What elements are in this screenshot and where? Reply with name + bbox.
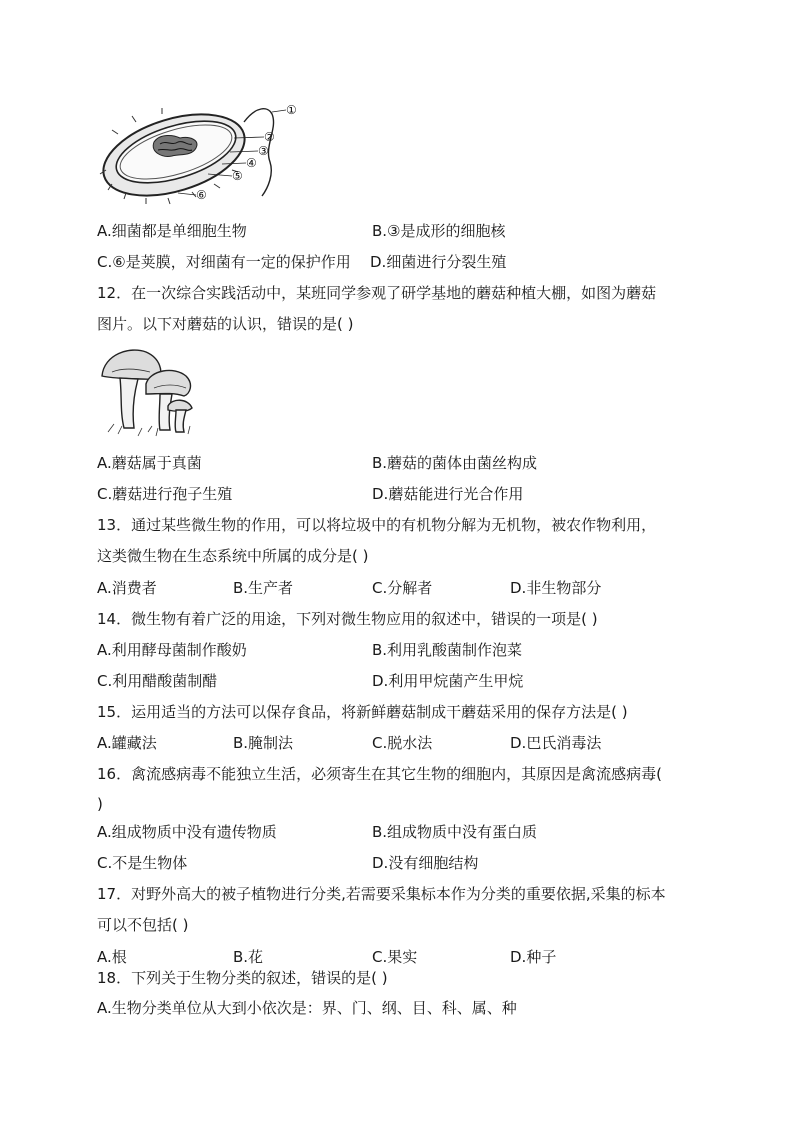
q13-stem-line2: 这类微生物在生态系统中所属的成分是( ) [97,547,369,565]
q14-option-c: C.利用醋酸菌制醋 [97,672,218,690]
q16-option-b: B.组成物质中没有蛋白质 [372,823,538,841]
q17-option-b: B.花 [233,948,264,966]
q16-option-c: C.不是生物体 [97,854,188,872]
q16-stem-line2: ) [97,795,103,813]
q15-option-b: B.腌制法 [233,734,294,752]
q12-option-a: A.蘑菇属于真菌 [97,454,202,472]
figure-label-1: ① [286,103,297,117]
figure-label-4: ④ [246,156,257,170]
q12-option-d: D.蘑菇能进行光合作用 [372,485,524,503]
figure-label-2: ② [264,130,275,144]
q15-stem: 15．运用适当的方法可以保存食品，将新鲜蘑菇制成干蘑菇采用的保存方法是( ) [97,703,628,721]
q15-option-d: D.巴氏消毒法 [510,734,602,752]
q16-option-a: A.组成物质中没有遗传物质 [97,823,277,841]
q11-option-c: C.⑥是荚膜，对细菌有一定的保护作用 [97,253,351,271]
figure-label-5: ⑤ [232,169,243,183]
q15-option-a: A.罐藏法 [97,734,157,752]
q17-option-c: C.果实 [372,948,418,966]
q13-option-c: C.分解者 [372,579,433,597]
q14-option-a: A.利用酵母菌制作酸奶 [97,641,247,659]
q14-stem: 14．微生物有着广泛的用途，下列对微生物应用的叙述中，错误的一项是( ) [97,610,598,628]
figure-label-6: ⑥ [196,188,207,202]
q14-option-b: B.利用乳酸菌制作泡菜 [372,641,523,659]
q11-option-a: A.细菌都是单细胞生物 [97,222,247,240]
mushroom-figure [98,346,198,440]
q12-stem-line1: 12．在一次综合实践活动中，某班同学参观了研学基地的蘑菇种植大棚，如图为蘑菇 [97,284,657,302]
q18-option-a: A.生物分类单位从大到小依次是：界、门、纲、目、科、属、种 [97,999,517,1017]
q13-stem-line1: 13．通过某些微生物的作用，可以将垃圾中的有机物分解为无机物，被农作物利用， [97,516,657,534]
q17-stem-line2: 可以不包括( ) [97,916,189,934]
q14-option-d: D.利用甲烷菌产生甲烷 [372,672,524,690]
q16-stem-line1: 16．禽流感病毒不能独立生活，必须寄生在其它生物的细胞内，其原因是禽流感病毒( [97,765,662,783]
q18-stem: 18．下列关于生物分类的叙述，错误的是( ) [97,969,388,987]
q12-stem-line2: 图片。以下对蘑菇的认识，错误的是( ) [97,315,354,333]
q17-option-a: A.根 [97,948,127,966]
q12-option-c: C.蘑菇进行孢子生殖 [97,485,233,503]
q16-option-d: D.没有细胞结构 [372,854,479,872]
q17-option-d: D.种子 [510,948,557,966]
q13-option-a: A.消费者 [97,579,157,597]
q13-option-d: D.非生物部分 [510,579,602,597]
q17-stem-line1: 17．对野外高大的被子植物进行分类,若需要采集标本作为分类的重要依据,采集的标本 [97,885,666,903]
q11-option-d: D.细菌进行分裂生殖 [370,253,507,271]
bacterium-figure [96,100,316,210]
q13-option-b: B.生产者 [233,579,294,597]
q11-option-b: B.③是成形的细胞核 [372,222,506,240]
figure-label-3: ③ [258,144,269,158]
q15-option-c: C.脱水法 [372,734,433,752]
q12-option-b: B.蘑菇的菌体由菌丝构成 [372,454,538,472]
